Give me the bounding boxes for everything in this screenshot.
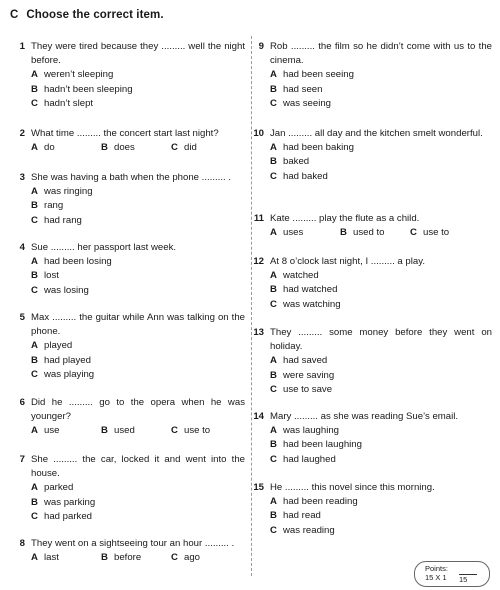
option-letter: B bbox=[31, 270, 38, 282]
answer-option-a[interactable] bbox=[31, 481, 245, 495]
answer-option-c[interactable] bbox=[31, 510, 245, 524]
answer-option-b[interactable] bbox=[101, 424, 171, 438]
answer-options bbox=[31, 255, 245, 298]
option-letter: A bbox=[270, 69, 277, 81]
answer-option-a[interactable] bbox=[31, 68, 245, 82]
option-letter: A bbox=[31, 482, 38, 494]
option-text: was laughing bbox=[283, 425, 340, 437]
option-letter: A bbox=[270, 270, 277, 282]
option-letter: C bbox=[171, 142, 178, 154]
option-letter: A bbox=[31, 256, 38, 268]
option-text: played bbox=[44, 340, 73, 352]
question-number: 11 bbox=[253, 213, 264, 224]
option-text: had saved bbox=[283, 355, 328, 367]
question-stem: Jan ......... all day and the kitchen smelt wonderful. bbox=[270, 128, 483, 139]
option-text: parked bbox=[44, 482, 74, 494]
question-5 bbox=[19, 311, 245, 382]
option-letter: B bbox=[270, 439, 277, 451]
question-stem: She ......... the car, locked it and went into the house. bbox=[31, 454, 245, 480]
option-letter: B bbox=[31, 354, 38, 366]
option-letter: B bbox=[270, 510, 277, 522]
answer-option-a[interactable] bbox=[270, 269, 492, 283]
question-7 bbox=[19, 453, 245, 524]
option-text: had been baking bbox=[283, 142, 354, 154]
option-letter: A bbox=[270, 227, 277, 239]
question-number: 12 bbox=[253, 256, 264, 267]
option-text: use bbox=[44, 425, 60, 437]
question-stem: She was having a bath when the phone ......... . bbox=[31, 172, 232, 183]
answer-option-c[interactable] bbox=[171, 551, 241, 565]
question-stem: They ......... some money before they went on holiday. bbox=[270, 327, 492, 353]
option-text: had laughed bbox=[283, 453, 336, 465]
option-letter: C bbox=[270, 383, 277, 395]
answer-options bbox=[31, 185, 245, 228]
answer-option-b[interactable] bbox=[101, 141, 171, 155]
option-text: had seen bbox=[283, 83, 323, 95]
option-letter: C bbox=[31, 214, 38, 226]
option-letter: C bbox=[270, 97, 277, 109]
option-letter: B bbox=[270, 156, 277, 168]
option-letter: C bbox=[171, 425, 178, 437]
option-text: does bbox=[114, 142, 135, 154]
question-4 bbox=[19, 241, 245, 298]
option-text: had been seeing bbox=[283, 69, 354, 81]
answer-option-a[interactable] bbox=[31, 255, 245, 269]
section-title: Choose the correct item. bbox=[26, 9, 164, 21]
answer-options bbox=[31, 68, 245, 111]
question-stem: At 8 o’clock last night, I ......... a play. bbox=[270, 256, 425, 267]
points-calc: 15 X 1 bbox=[425, 573, 447, 582]
question-8 bbox=[19, 537, 245, 565]
answer-option-b[interactable] bbox=[31, 199, 245, 213]
option-letter: C bbox=[31, 284, 38, 296]
question-stem: What time ......... the concert start last night? bbox=[31, 128, 219, 139]
question-number: 1 bbox=[19, 41, 25, 52]
question-stem: Kate ......... play the flute as a child. bbox=[270, 213, 420, 224]
answer-options bbox=[270, 495, 492, 538]
option-text: had been reading bbox=[283, 496, 358, 508]
option-letter: B bbox=[31, 496, 38, 508]
question-10 bbox=[253, 127, 492, 184]
answer-option-a[interactable] bbox=[270, 354, 492, 368]
question-14 bbox=[253, 410, 492, 467]
option-letter: A bbox=[31, 552, 38, 564]
option-text: use to bbox=[184, 425, 211, 437]
option-text: was parking bbox=[44, 496, 96, 508]
question-stem: Sue ......... her passport last week. bbox=[31, 242, 177, 253]
option-text: hadn’t been sleeping bbox=[44, 83, 133, 95]
question-number: 13 bbox=[253, 327, 264, 338]
answer-option-c[interactable] bbox=[171, 141, 241, 155]
option-letter: B bbox=[101, 142, 108, 154]
option-letter: C bbox=[410, 227, 417, 239]
answer-options bbox=[270, 226, 492, 240]
answer-option-c[interactable] bbox=[31, 368, 245, 382]
option-letter: B bbox=[270, 369, 277, 381]
option-text: lost bbox=[44, 270, 59, 282]
option-letter: C bbox=[31, 510, 38, 522]
option-text: had rang bbox=[44, 214, 82, 226]
question-1 bbox=[19, 40, 245, 111]
answer-options bbox=[270, 141, 492, 184]
question-number: 2 bbox=[19, 128, 25, 139]
question-stem: They were tired because they ......... well the night before. bbox=[31, 41, 245, 67]
answer-option-b[interactable] bbox=[340, 226, 410, 240]
option-text: had parked bbox=[44, 510, 93, 522]
answer-option-b[interactable] bbox=[270, 369, 492, 383]
option-letter: B bbox=[101, 425, 108, 437]
option-text: hadn’t slept bbox=[44, 97, 94, 109]
option-text: do bbox=[44, 142, 55, 154]
option-letter: A bbox=[270, 496, 277, 508]
answer-option-c[interactable] bbox=[270, 97, 492, 111]
option-letter: B bbox=[270, 284, 277, 296]
question-number: 5 bbox=[19, 312, 25, 323]
option-text: was losing bbox=[44, 284, 89, 296]
answer-option-c[interactable] bbox=[31, 214, 245, 228]
answer-options bbox=[270, 424, 492, 467]
answer-options bbox=[31, 481, 245, 524]
option-letter: C bbox=[270, 298, 277, 310]
question-number: 14 bbox=[253, 411, 264, 422]
answer-option-a[interactable] bbox=[270, 424, 492, 438]
option-letter: A bbox=[270, 425, 277, 437]
option-letter: C bbox=[31, 368, 38, 380]
option-letter: A bbox=[31, 425, 38, 437]
answer-option-b[interactable] bbox=[270, 155, 492, 169]
question-stem: Mary ......... as she was reading Sue’s email. bbox=[270, 411, 459, 422]
question-number: 7 bbox=[19, 454, 25, 465]
question-number: 10 bbox=[253, 128, 264, 139]
answer-option-c[interactable] bbox=[270, 170, 492, 184]
section-heading bbox=[10, 9, 164, 21]
answer-option-c[interactable] bbox=[270, 383, 492, 397]
question-15 bbox=[253, 481, 492, 538]
section-letter: C bbox=[10, 9, 19, 21]
answer-option-b[interactable] bbox=[31, 83, 245, 97]
option-text: had watched bbox=[283, 284, 338, 296]
option-text: had been laughing bbox=[283, 439, 362, 451]
answer-options bbox=[31, 551, 245, 565]
answer-options bbox=[31, 141, 245, 155]
option-text: had baked bbox=[283, 170, 328, 182]
question-6 bbox=[19, 396, 245, 439]
option-text: weren’t sleeping bbox=[44, 69, 114, 81]
option-letter: B bbox=[101, 552, 108, 564]
answer-option-a[interactable] bbox=[31, 185, 245, 199]
answer-option-b[interactable] bbox=[270, 438, 492, 452]
answer-option-c[interactable] bbox=[270, 453, 492, 467]
option-letter: B bbox=[31, 83, 38, 95]
answer-option-c[interactable] bbox=[270, 524, 492, 538]
option-text: use to bbox=[423, 227, 450, 239]
option-letter: C bbox=[171, 552, 178, 564]
option-letter: B bbox=[340, 227, 347, 239]
answer-option-c[interactable] bbox=[31, 284, 245, 298]
option-text: last bbox=[44, 552, 59, 564]
answer-option-a[interactable] bbox=[31, 141, 101, 155]
option-text: was reading bbox=[283, 524, 335, 536]
option-text: rang bbox=[44, 200, 64, 212]
question-number: 8 bbox=[19, 538, 25, 549]
answer-options bbox=[31, 339, 245, 382]
option-text: ago bbox=[184, 552, 201, 564]
option-text: had read bbox=[283, 510, 321, 522]
option-text: was ringing bbox=[44, 186, 93, 198]
answer-option-c[interactable] bbox=[31, 97, 245, 111]
option-text: before bbox=[114, 552, 142, 564]
option-letter: C bbox=[270, 524, 277, 536]
option-text: use to save bbox=[283, 383, 333, 395]
option-letter: B bbox=[31, 200, 38, 212]
question-stem: They went on a sightseeing tour an hour ......... . bbox=[31, 538, 235, 549]
option-letter: B bbox=[270, 83, 277, 95]
answer-option-c[interactable] bbox=[410, 226, 480, 240]
points-label: Points: bbox=[425, 564, 448, 573]
answer-option-b[interactable] bbox=[270, 83, 492, 97]
question-2 bbox=[19, 127, 245, 155]
answer-options bbox=[270, 68, 492, 111]
question-3 bbox=[19, 171, 245, 228]
question-11 bbox=[253, 212, 492, 240]
answer-option-a[interactable] bbox=[270, 141, 492, 155]
option-text: used bbox=[114, 425, 135, 437]
option-text: baked bbox=[283, 156, 310, 168]
answer-option-a[interactable] bbox=[270, 68, 492, 82]
option-letter: A bbox=[270, 355, 277, 367]
option-letter: A bbox=[31, 340, 38, 352]
question-number: 15 bbox=[253, 482, 264, 493]
option-letter: A bbox=[31, 186, 38, 198]
answer-option-a[interactable] bbox=[31, 339, 245, 353]
answer-option-c[interactable] bbox=[171, 424, 241, 438]
question-number: 9 bbox=[258, 41, 264, 52]
option-text: had been losing bbox=[44, 256, 112, 268]
answer-option-b[interactable] bbox=[270, 509, 492, 523]
option-letter: C bbox=[270, 453, 277, 465]
option-text: was playing bbox=[44, 368, 95, 380]
points-fraction bbox=[459, 574, 477, 585]
question-stem: Rob ......... the film so he didn’t come with us to the cinema. bbox=[270, 41, 492, 67]
option-text: used to bbox=[353, 227, 385, 239]
question-number: 6 bbox=[19, 397, 25, 408]
question-12 bbox=[253, 255, 492, 312]
question-stem: He ......... this novel since this morning. bbox=[270, 482, 435, 493]
question-number: 4 bbox=[19, 242, 25, 253]
option-letter: A bbox=[31, 69, 38, 81]
option-text: did bbox=[184, 142, 197, 154]
option-text: had played bbox=[44, 354, 91, 366]
points-badge bbox=[414, 561, 490, 587]
answer-option-b[interactable] bbox=[31, 354, 245, 368]
option-text: was seeing bbox=[283, 97, 331, 109]
question-number: 3 bbox=[19, 172, 25, 183]
answer-option-a[interactable] bbox=[31, 551, 101, 565]
answer-options bbox=[270, 269, 492, 312]
option-text: uses bbox=[283, 227, 304, 239]
points-total: 15 bbox=[459, 575, 468, 584]
answer-option-a[interactable] bbox=[270, 495, 492, 509]
option-text: was watching bbox=[283, 298, 341, 310]
answer-options bbox=[31, 424, 245, 438]
question-stem: Max ......... the guitar while Ann was talking on the phone. bbox=[31, 312, 245, 338]
answer-option-b[interactable] bbox=[101, 551, 171, 565]
answer-options bbox=[270, 354, 492, 397]
question-13 bbox=[253, 326, 492, 397]
question-stem: Did he ......... go to the opera when he was younger? bbox=[31, 397, 245, 423]
answer-option-a[interactable] bbox=[31, 424, 101, 438]
question-9 bbox=[258, 40, 492, 111]
option-text: watched bbox=[283, 270, 319, 282]
option-text: were saving bbox=[283, 369, 335, 381]
answer-option-b[interactable] bbox=[270, 283, 492, 297]
answer-option-a[interactable] bbox=[270, 226, 340, 240]
option-letter: C bbox=[31, 97, 38, 109]
option-letter: A bbox=[31, 142, 38, 154]
answer-option-c[interactable] bbox=[270, 298, 492, 312]
answer-option-b[interactable] bbox=[31, 496, 245, 510]
option-letter: C bbox=[270, 170, 277, 182]
option-letter: A bbox=[270, 142, 277, 154]
answer-option-b[interactable] bbox=[31, 269, 245, 283]
